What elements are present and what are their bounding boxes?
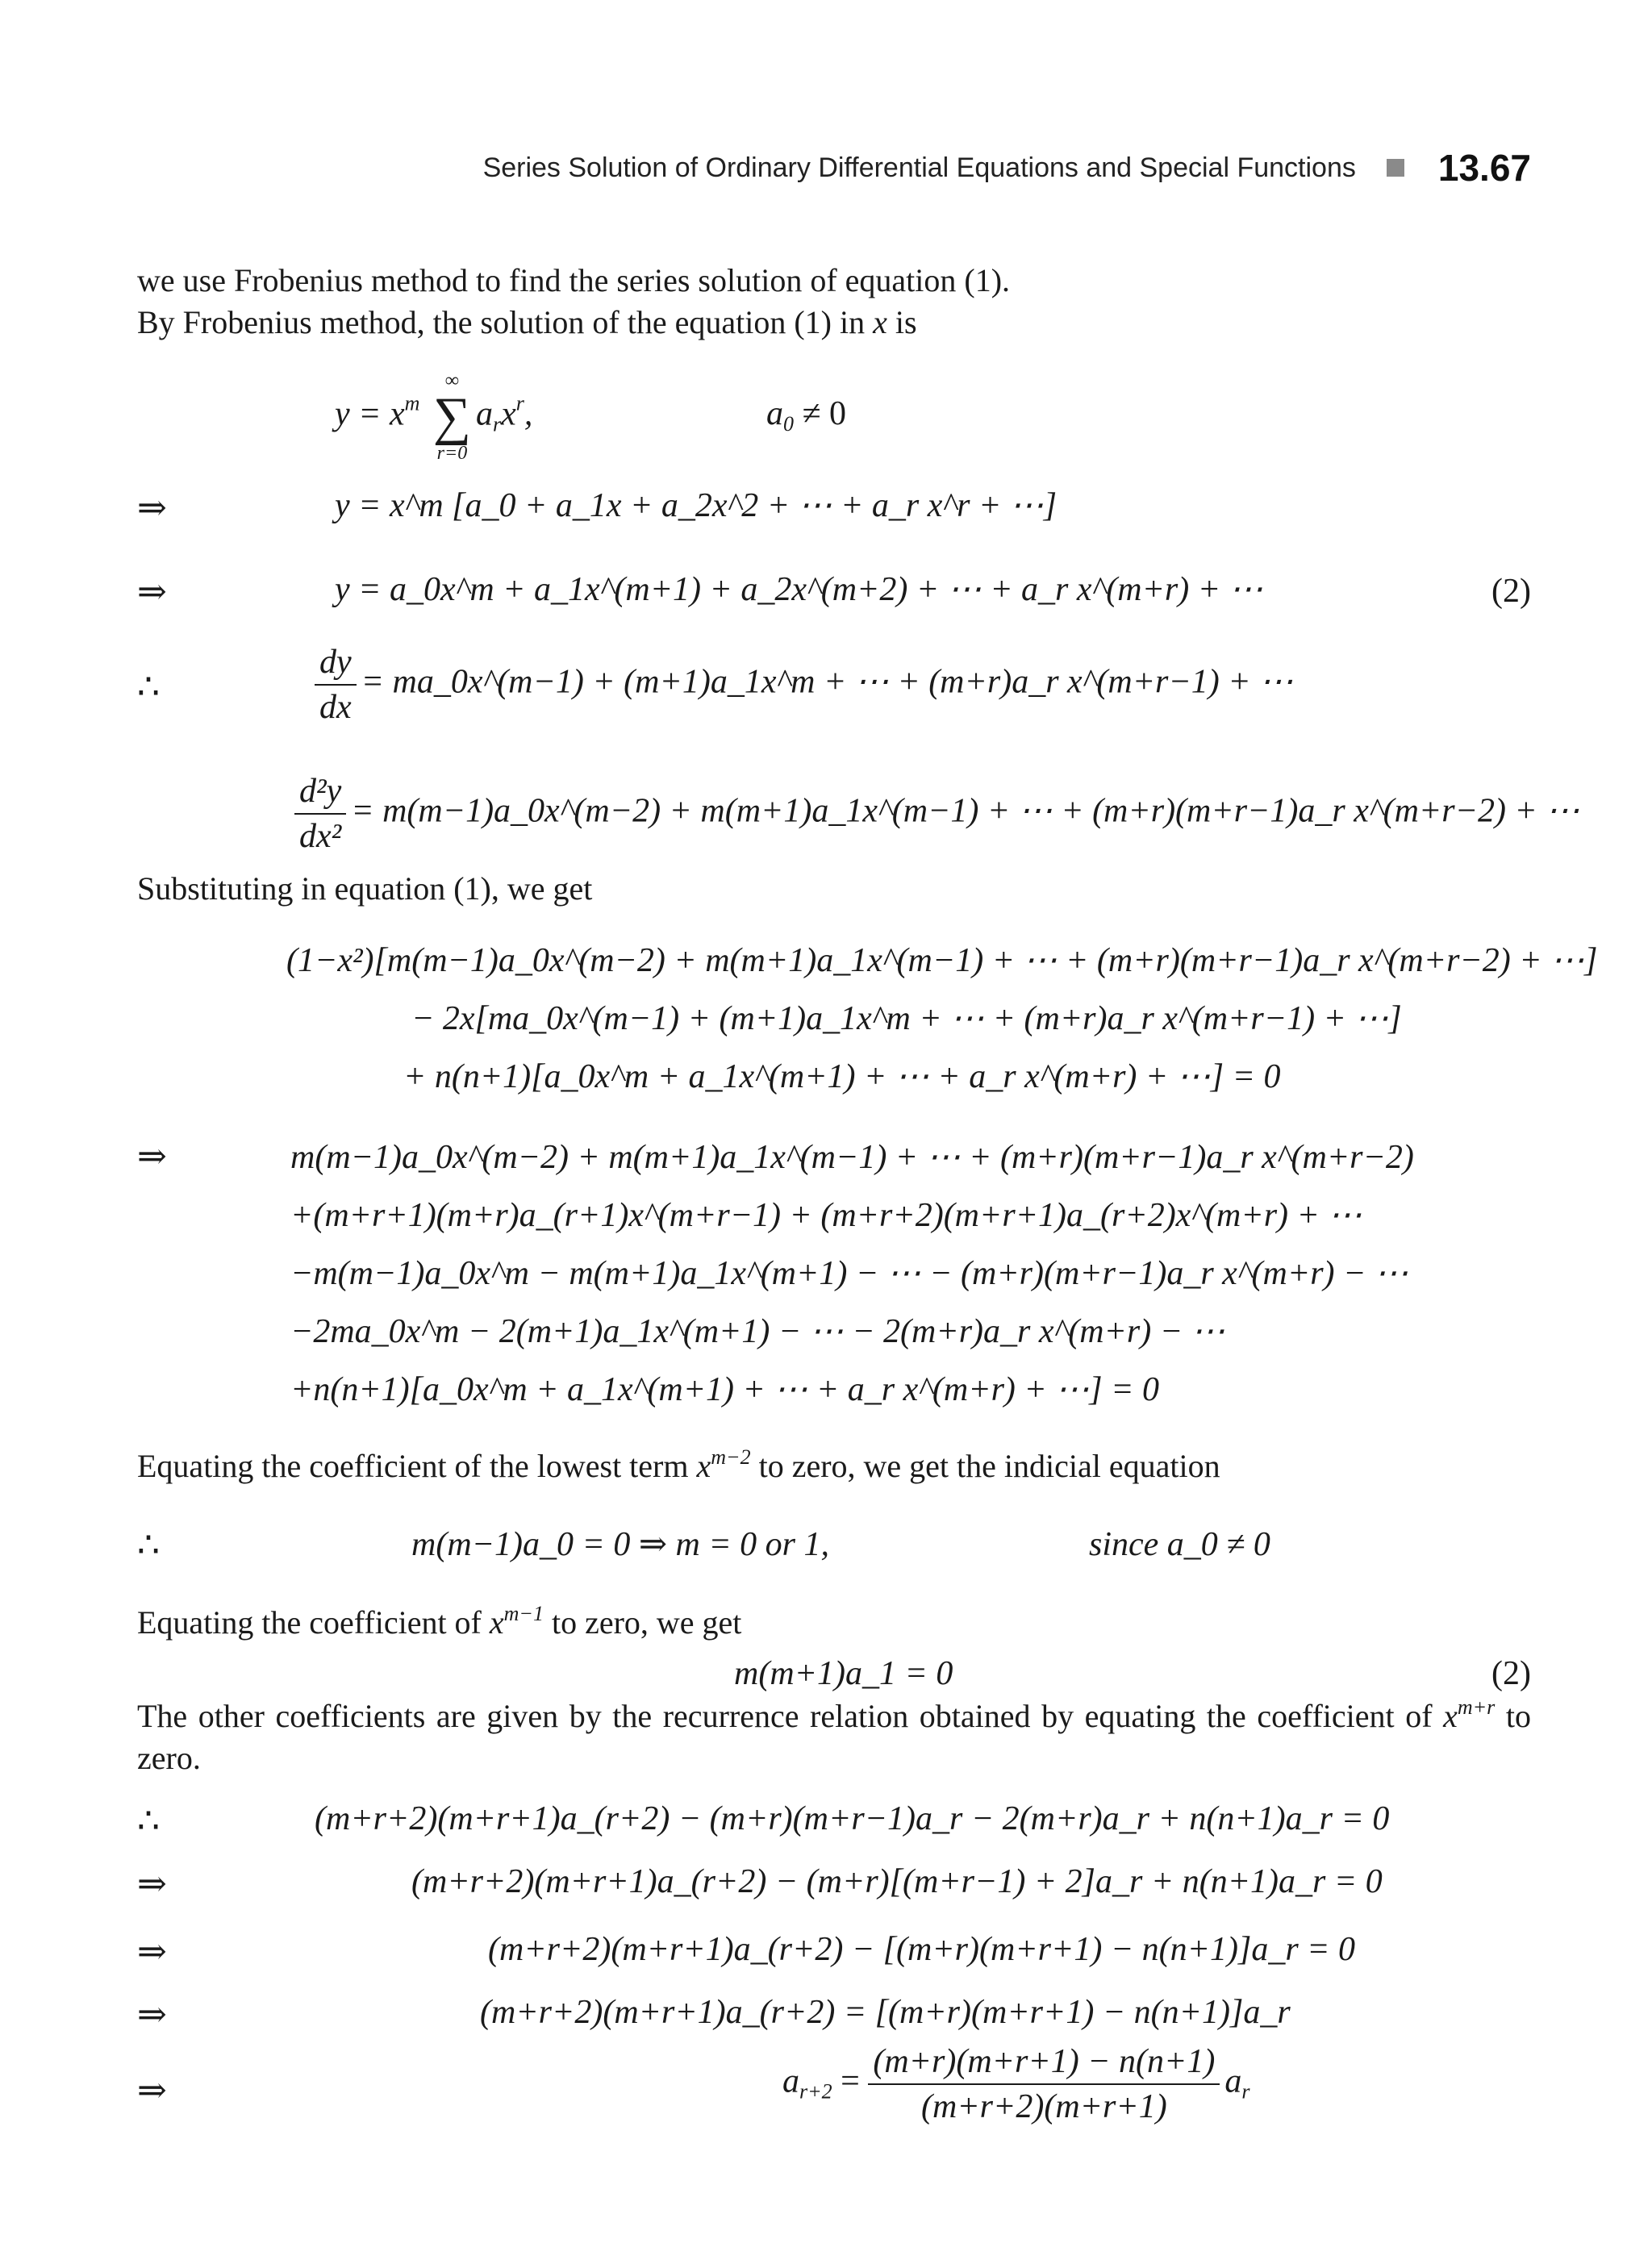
page-number: 13.67 [1437,147,1531,189]
intro-line-1: we use Frobenius method to find the series solution of equation (1). [137,262,1011,298]
therefore-symbol: ∴ [137,1800,160,1841]
fraction-recurrence: $\frac{(m+r)(m+r+1) - n(n+1)}{(m+r+2)(m+r+1)}$ [868,2045,1220,2124]
equation-expanded-line-1: m(m−1)a_0x^(m−2) + m(m+1)a_1x^(m−1) + ⋯ + (m+r)(m+r−1)a_r x^(m+r−2) [290,1139,1414,1176]
equation-number: (2) [1491,1655,1531,1692]
implies-symbol: ⇒ [137,487,167,528]
equation-substituted-line-2: − 2x[ma_0x^(m−1) + (m+1)a_1x^m + ⋯ + (m+r)a_r x^(m+r−1) + ⋯] [411,1000,1402,1037]
equation-recurrence-step-1: (m+r+2)(m+r+1)a_(r+2) − (m+r)(m+r−1)a_r − 2(m+r)a_r + n(n+1)a_r = 0 [315,1800,1390,1837]
equation-recurrence-step-4: (m+r+2)(m+r+1)a_(r+2) = [(m+r)(m+r+1) − n(n+1)]a_r [480,1994,1291,2031]
header-square-icon [1387,159,1404,177]
equation-recurrence-final: $a_{r+2}$ = $\frac{(m+r)(m+r+1) - n(n+1)}{(m+r+2)(m+r+1)}$ $a_r$ [782,2043,1250,2125]
equation-expanded-line-3: −m(m−1)a_0x^m − m(m+1)a_1x^(m+1) − ⋯ − (m+r)(m+r−1)a_r x^(m+r) − ⋯ [290,1255,1408,1292]
equation-indicial-condition: since a_0 ≠ 0 [1089,1526,1270,1563]
therefore-symbol: ∴ [137,1524,160,1566]
equation-series-expanded: y = x^m [a_0 + a_1x + a_2x^2 + ⋯ + a_r x^r + ⋯] [335,487,1058,524]
therefore-symbol: ∴ [137,666,160,707]
intro-paragraph [137,260,1531,344]
fraction-d2y-dx2: $\frac{\text{d²y}}{\text{dx²}}$ [294,774,346,853]
fraction-dy-dx: $\frac{dy}{dx}$ [315,645,357,724]
implies-symbol: ⇒ [137,2070,167,2111]
equation-expanded-line-2: +(m+r+1)(m+r)a_(r+1)x^(m+r−1) + (m+r+2)(m+r+1)a_(r+2)x^(m+r) + ⋯ [290,1197,1362,1234]
equation-recurrence-step-2: (m+r+2)(m+r+1)a_(r+2) − (m+r)[(m+r−1) + 2]a_r + n(n+1)a_r = 0 [411,1863,1383,1900]
equation-a0-condition: $a_0 \ne 0$ [766,395,847,436]
implies-symbol: ⇒ [137,1136,167,1177]
equation-indicial: m(m−1)a_0 = 0 ⇒ m = 0 or 1, [411,1526,830,1563]
implies-symbol: ⇒ [137,571,167,612]
equation-expanded-line-4: −2ma_0x^m − 2(m+1)a_1x^(m+1) − ⋯ − 2(m+r)a_r x^(m+r) − ⋯ [290,1313,1225,1350]
equation-substituted-line-1: (1−x²)[m(m−1)a_0x^(m−2) + m(m+1)a_1x^(m−1) + ⋯ + (m+r)(m+r−1)a_r x^(m+r−2) + ⋯] [286,942,1598,979]
substituting-text: Substituting in equation (1), we get [137,870,593,907]
equation-recurrence-step-3: (m+r+2)(m+r+1)a_(r+2) − [(m+r)(m+r+1) − n(n+1)]a_r = 0 [488,1931,1356,1968]
equation-first-derivative: $\frac{dy}{dx}$ = ma_0x^(m−1) + (m+1)a_1x^m + ⋯ + (m+r)a_r x^(m+r−1) + ⋯ [315,645,1293,724]
recurrence-text: The other coefficients are given by the recurrence relation obtained by equating the coefficient of $x^{m+r}$ to zero. [137,1695,1531,1776]
equation-series-terms: y = a_0x^m + a_1x^(m+1) + a_2x^(m+2) + ⋯ + a_r x^(m+r) + ⋯ [335,571,1263,608]
coefficient-m1-text: Equating the coefficient of $x^{m-1}$ to zero, we get [137,1602,742,1641]
implies-symbol: ⇒ [137,1994,167,2035]
intro-line-2: By Frobenius method, the solution of the equation (1) in x is [137,304,917,340]
sigma-symbol: ∞ ∑ r=0 [432,370,471,464]
equation-expanded-line-5: +n(n+1)[a_0x^m + a_1x^(m+1) + ⋯ + a_r x^(m+r) + ⋯] = 0 [290,1371,1159,1408]
implies-symbol: ⇒ [137,1863,167,1904]
equation-second-derivative: $\frac{\text{d²y}}{\text{dx²}}$ = m(m−1)a_0x^(m−2) + m(m+1)a_1x^(m−1) + ⋯ + (m+r)(m+r−1)a_r x^(m+r−2) + ⋯ [294,774,1579,853]
running-header [483,144,1531,192]
equation-series-definition: $y = x^m$ ∞ ∑ r=0 $a_rx^r$, [335,370,533,464]
equation-substituted-line-3: + n(n+1)[a_0x^m + a_1x^(m+1) + ⋯ + a_r x^(m+r) + ⋯] = 0 [403,1058,1281,1095]
equation-number: (2) [1491,573,1531,610]
lowest-term-text: Equating the coefficient of the lowest term $x^{m-2}$ to zero, we get the indicial equation [137,1445,1220,1484]
equation-coefficient-m1: m(m+1)a_1 = 0 [734,1655,953,1692]
header-title: Series Solution of Ordinary Differential Equations and Special Functions [482,152,1356,183]
implies-symbol: ⇒ [137,1931,167,1972]
